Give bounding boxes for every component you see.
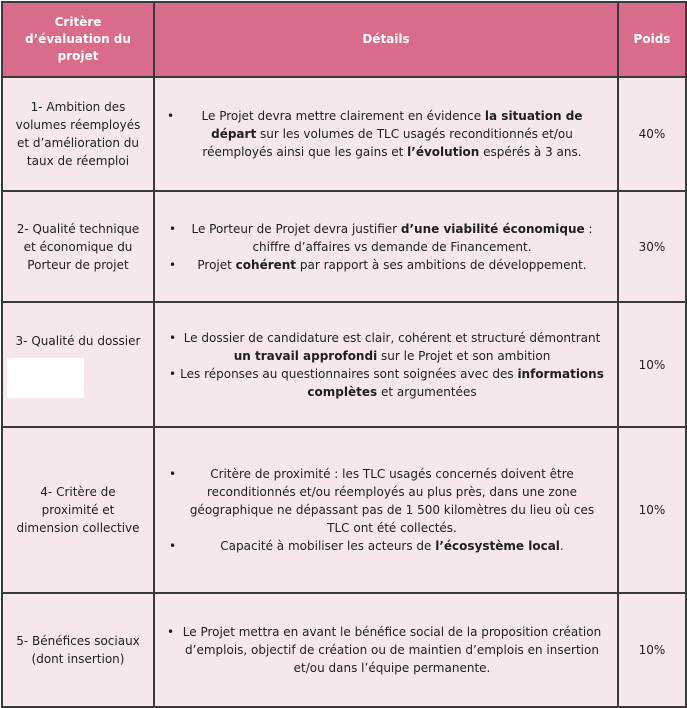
- bullet-item: [167, 220, 607, 256]
- weight-cell: 10%: [618, 427, 686, 593]
- weight-cell: 10%: [618, 302, 686, 427]
- text: .: [559, 539, 564, 553]
- criterion-cell: 5- Bénéfices sociaux (dont insertion): [2, 593, 154, 707]
- text: Capacité à mobiliser les acteurs de: [220, 539, 436, 553]
- text: Les réponses au questionnaires sont soignées avec des: [180, 366, 518, 381]
- table-row: [2, 302, 686, 427]
- header-row: [2, 2, 686, 77]
- details-list: [167, 465, 607, 555]
- text: Projet: [197, 257, 236, 272]
- table-row: [2, 593, 686, 707]
- bullet-item: [167, 465, 607, 537]
- bold-text: la situation de départ: [211, 109, 583, 141]
- details-cell: [154, 427, 618, 593]
- text: Le Projet devra mettre clairement en évidence: [201, 109, 485, 123]
- table-row: [2, 191, 686, 302]
- text: Le Projet mettra en avant le bénéfice social de la proposition création d’emplois, objectif de création ou de maintien d’emplois en insertion et/ou dans l’équipe permanente.: [182, 625, 602, 675]
- details-cell: [154, 191, 618, 302]
- criterion-cell: 1- Ambition des volumes réemployés et d’amélioration du taux de réemploi: [2, 77, 154, 191]
- details-cell: [154, 77, 618, 191]
- text: espérés à 3 ans.: [479, 145, 582, 159]
- criterion-cell: 4- Critère de proximité et dimension collective: [2, 427, 154, 593]
- details-cell: [154, 302, 618, 427]
- details-list: [167, 329, 607, 401]
- bold-text: l’évolution: [407, 145, 480, 159]
- header-details: Détails: [154, 2, 618, 77]
- text: : chiffre d’affaires vs demande de Financement.: [252, 221, 593, 254]
- evaluation-table: [1, 1, 687, 708]
- text: Le Porteur de Projet devra justifier: [191, 221, 401, 236]
- text: Le dossier de candidature est clair, cohérent et structuré démontrant: [183, 330, 601, 345]
- redaction-box: [7, 358, 84, 398]
- header-weight: Poids: [618, 2, 686, 77]
- table-row: [2, 77, 686, 191]
- bold-text: cohérent: [235, 257, 297, 272]
- bullet-item: [167, 537, 607, 555]
- details-cell: [154, 593, 618, 707]
- table-row: [2, 427, 686, 593]
- bullet-item: [167, 256, 607, 274]
- weight-cell: 40%: [618, 77, 686, 191]
- weight-cell: 30%: [618, 191, 686, 302]
- bold-text: informations complètes: [307, 366, 604, 399]
- details-list: [167, 107, 607, 161]
- bold-text: un travail approfondi: [233, 348, 378, 363]
- text: Critère de proximité : les TLC usagés concernés doivent être reconditionnés et/ou réemployés au plus près, dans une zone géographique ne dépassant pas de 1 500 kilomètres du lieu où ces TLC ont été collectés.: [189, 467, 595, 535]
- text: sur les volumes de TLC usagés reconditionnés et/ou réemployés ainsi que les gains et: [202, 127, 573, 159]
- bullet-item: [167, 329, 607, 365]
- bold-text: d’une viabilité économique: [400, 221, 585, 236]
- bullet-item: [167, 107, 607, 161]
- text: sur le Projet et son ambition: [377, 348, 551, 363]
- details-list: [167, 623, 607, 677]
- weight-cell: 10%: [618, 593, 686, 707]
- criterion-cell: 3- Qualité du dossier: [2, 302, 154, 427]
- text: par rapport à ses ambitions de développement.: [296, 257, 587, 272]
- header-criterion: Critère d’évaluation du projet: [2, 2, 154, 77]
- criterion-cell: 2- Qualité technique et économique du Porteur de projet: [2, 191, 154, 302]
- bold-text: l’écosystème local: [435, 539, 560, 553]
- bullet-item: [167, 365, 607, 401]
- bullet-item: [167, 623, 607, 677]
- text: et argumentées: [377, 384, 477, 399]
- details-list: [167, 220, 607, 274]
